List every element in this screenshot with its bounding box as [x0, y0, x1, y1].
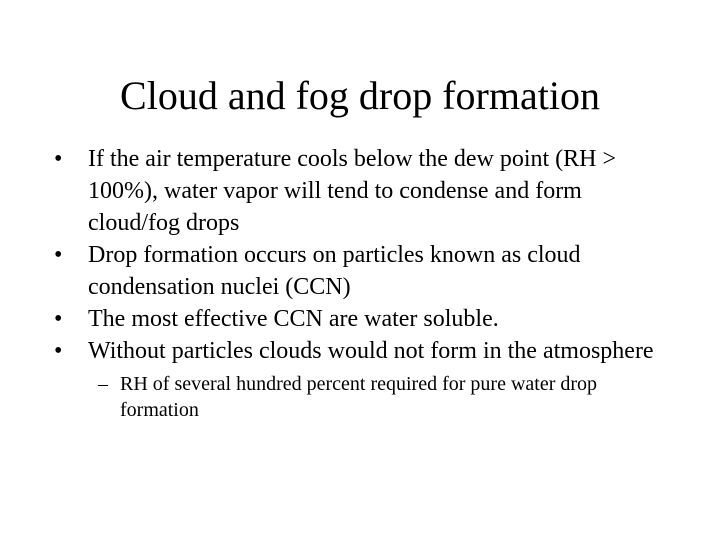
dash-icon: –: [98, 373, 108, 395]
bullet-text: The most effective CCN are water soluble.: [88, 306, 499, 332]
bullet-item: [54, 143, 674, 239]
bullet-icon: •: [54, 146, 63, 172]
bullet-item: [54, 335, 674, 423]
sub-bullet-text: RH of several hundred percent required for pure water drop formation: [120, 373, 598, 421]
bullet-icon: •: [54, 338, 63, 364]
sub-bullet-item: [88, 371, 674, 423]
bullet-item: [54, 303, 674, 335]
bullet-icon: •: [54, 306, 63, 332]
bullet-text: If the air temperature cools below the dew point (RH > 100%), water vapor will tend to condense and form cloud/fog drops: [88, 146, 617, 236]
bullet-icon: •: [54, 242, 63, 268]
bullet-list: [54, 143, 674, 423]
bullet-text: Without particles clouds would not form in the atmosphere: [88, 338, 654, 364]
bullet-text: Drop formation occurs on particles known as cloud condensation nuclei (CCN): [88, 242, 581, 300]
slide-title: Cloud and fog drop formation: [120, 73, 600, 118]
sub-bullet-list: [88, 371, 674, 423]
bullet-item: [54, 239, 674, 303]
